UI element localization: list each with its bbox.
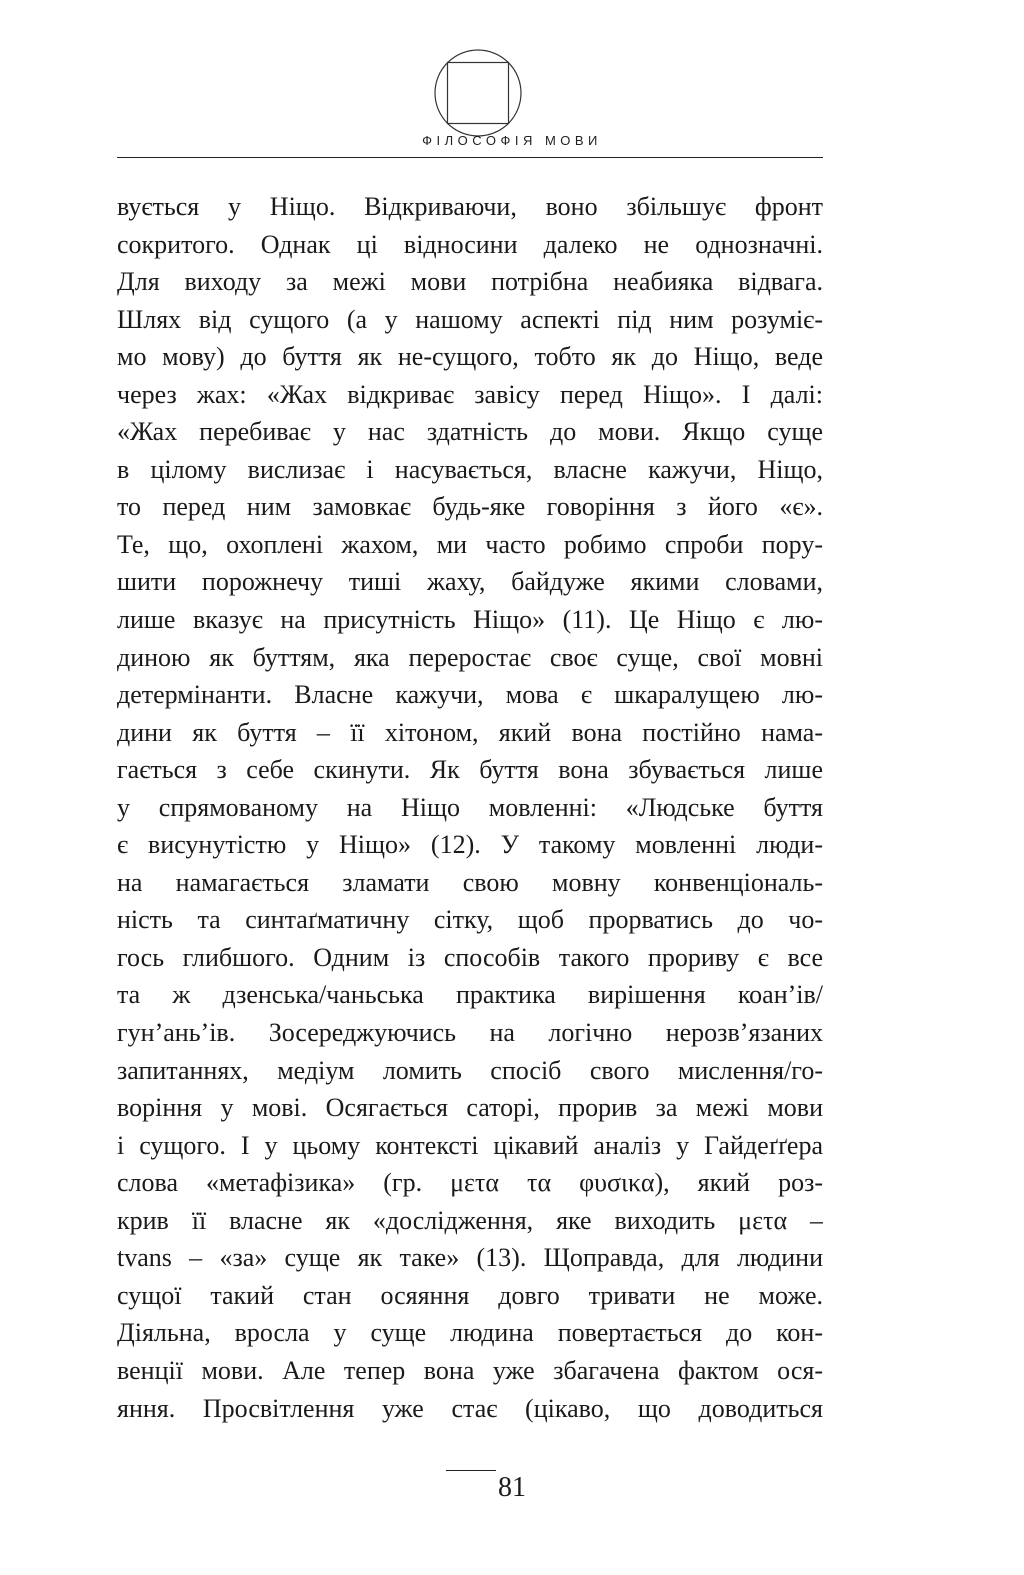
text-line: Діяльна, вросла у суще людина повертається до кон-: [117, 1318, 823, 1348]
text-line: сокритого. Однак ці відносини далеко не однозначні.: [117, 229, 823, 259]
logo-circle-square-icon: [433, 48, 523, 138]
text-line: та ж дзенська/чаньська практика вирішення коан’ів/: [117, 980, 823, 1010]
text-line: лише вказує на присутність Ніщо» (11). Це Ніщо є лю-: [117, 605, 823, 635]
text-line: запитаннях, медіум ломить спосіб свого мислення/го-: [117, 1055, 823, 1085]
text-line: дини як буття – її хітоном, який вона постійно нама-: [117, 717, 823, 747]
text-line: детермінанти. Власне кажучи, мова є шкаралущею лю-: [117, 680, 823, 710]
text-line: мо мову) до буття як не-сущого, тобто як до Ніщо, веде: [117, 342, 823, 372]
text-line: гається з себе скинути. Як буття вона збувається лише: [117, 755, 823, 785]
text-line: то перед ним замовкає будь-яке говоріння з його «є».: [117, 492, 823, 522]
text-line: Для виходу за межі мови потрібна неабияка відвага.: [117, 267, 823, 297]
text-line: tvans – «за» суще як таке» (13). Щоправда, для людини: [117, 1243, 823, 1273]
text-line: ність та синтаґматичну сітку, щоб прорватись до чо-: [117, 905, 823, 935]
text-line: Те, що, охоплені жахом, ми часто робимо спроби пору-: [117, 529, 823, 559]
text-line: шити порожнечу тиші жаху, байдуже якими словами,: [117, 567, 823, 597]
text-line: яння. Просвітлення уже стає (цікаво, що доводиться: [117, 1393, 823, 1423]
text-line: Шлях від сущого (а у нашому аспекті під ним розуміє-: [117, 304, 823, 334]
text-line: вується у Ніщо. Відкриваючи, воно збільшує фронт: [117, 192, 823, 221]
text-line: диною як буттям, яка переростає своє суще, свої мовні: [117, 642, 823, 672]
running-header: ФІЛОСОФІЯ МОВИ: [422, 133, 602, 148]
text-line: венції мови. Але тепер вона уже збагачена фактом ося-: [117, 1355, 823, 1385]
text-line: гун’ань’ів. Зосереджуючись на логічно нерозв’язаних: [117, 1018, 823, 1048]
text-line: через жах: «Жах відкриває завісу перед Ніщо». І далі:: [117, 379, 823, 409]
page-number: 81: [498, 1472, 526, 1503]
text-line: «Жах перебиває у нас здатність до мови. Якщо суще: [117, 417, 823, 447]
text-line: слова «метафізика» (гр. μετα τα φυσικα), який роз-: [117, 1168, 823, 1198]
text-line: в цілому вислизає і насувається, власне кажучи, Ніщо,: [117, 454, 823, 484]
text-line: сущої такий стан осяяння довго тривати не може.: [117, 1280, 823, 1310]
text-line: у спрямованому на Ніщо мовленні: «Людське буття: [117, 792, 823, 822]
text-line: крив її власне як «дослідження, яке виходить μετα –: [117, 1205, 823, 1235]
text-line: є висунутістю у Ніщо» (12). У такому мовленні люди-: [117, 830, 823, 860]
text-line: гось глибшого. Одним із способів такого прориву є все: [117, 942, 823, 972]
body-text: [117, 188, 823, 1427]
text-line: і сущого. І у цьому контексті цікавий аналіз у Гайдеґґера: [117, 1130, 823, 1160]
text-line: воріння у мові. Осягається саторі, прорив за межі мови: [117, 1093, 823, 1123]
text-line: на намагається зламати свою мовну конвенціональ-: [117, 867, 823, 897]
header-divider: [117, 157, 823, 158]
